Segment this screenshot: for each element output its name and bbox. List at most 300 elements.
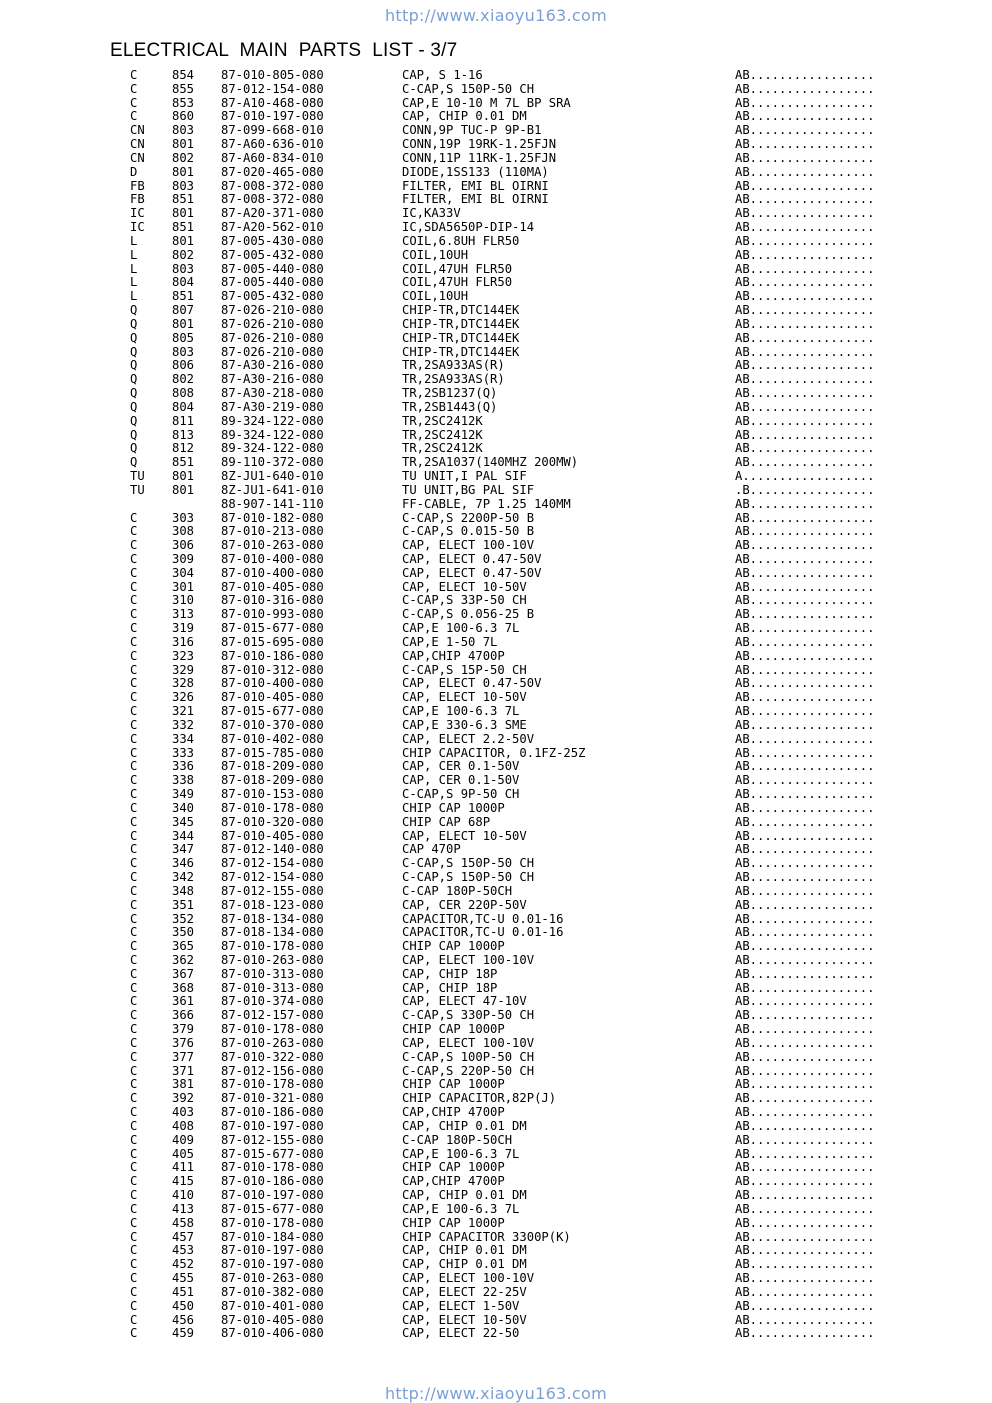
description: IC,SDA5650P-DIP-14 [402,220,535,235]
part-number: 87-099-668-010 [221,123,324,138]
table-row [0,1148,992,1162]
part-number: 87-010-178-080 [221,1077,324,1092]
description: COIL,6.8UH FLR50 [402,233,520,248]
table-row [0,719,992,733]
ref-designator: C [130,1201,138,1216]
ref-number: 301 [172,579,195,594]
description: CHIP CAP 1000P [402,800,505,815]
description: C-CAP,S 330P-50 CH [402,1008,535,1023]
description: CAP,CHIP 4700P [402,648,505,663]
part-number: 87-005-430-080 [221,233,324,248]
applicability-mark: AB................. [735,538,875,553]
ref-number: 409 [172,1132,195,1147]
table-row [0,954,992,968]
ref-designator: C [130,524,138,539]
ref-designator: C [130,565,138,580]
part-number: 87-010-213-080 [221,524,324,539]
description: TR,2SA933AS(R) [402,358,505,373]
part-number: 87-010-182-080 [221,510,324,525]
description: CONN,11P 11RK-1.25FJN [402,150,557,165]
part-number: 87-010-400-080 [221,676,324,691]
applicability-mark: AB................. [735,95,875,110]
part-number: 87-010-402-080 [221,731,324,746]
applicability-mark: AB................. [735,1284,875,1299]
table-row [0,650,992,664]
part-number: 87-020-465-080 [221,164,324,179]
applicability-mark: AB................. [735,233,875,248]
applicability-mark: AB................. [735,524,875,539]
applicability-mark: AB................. [735,828,875,843]
applicability-mark: AB................. [735,551,875,566]
ref-number: 348 [172,883,195,898]
table-row [0,664,992,678]
part-number: 87-026-210-080 [221,344,324,359]
ref-number: 813 [172,427,195,442]
ref-number: 802 [172,150,195,165]
ref-designator: C [130,1008,138,1023]
part-number: 87-010-197-080 [221,1243,324,1258]
ref-designator: C [130,994,138,1009]
applicability-mark: AB................. [735,413,875,428]
description: CAP, ELECT 100-10V [402,953,535,967]
description: C-CAP,S 0.015-50 B [402,524,535,539]
table-row [0,733,992,747]
applicability-mark: AB................. [735,994,875,1009]
ref-number: 453 [172,1243,195,1258]
applicability-mark: AB................. [735,289,875,304]
footer-url[interactable]: http://www.xiaoyu163.com [384,1384,607,1403]
part-number: 87-008-372-080 [221,192,324,207]
description: CAP, CHIP 0.01 DM [402,1118,527,1133]
applicability-mark: AB................. [735,1118,875,1133]
part-number: 87-010-263-080 [221,1035,324,1050]
ref-number: 345 [172,814,195,829]
applicability-mark: AB................. [735,496,875,511]
description: C-CAP 180P-50CH [402,1132,513,1147]
part-number: 88-907-141-110 [221,496,324,511]
ref-designator: IC [130,206,145,221]
ref-designator: C [130,731,138,746]
ref-designator: C [130,842,138,857]
table-row [0,166,992,180]
part-number: 87-010-263-080 [221,953,324,967]
table-row [0,1272,992,1286]
applicability-mark: AB................. [735,1201,875,1216]
description: TR,2SA933AS(R) [402,372,505,387]
part-number: 87-A60-636-010 [221,137,324,152]
ref-designator: C [130,759,138,774]
part-number: 87-005-440-080 [221,275,324,290]
description: C-CAP,S 15P-50 CH [402,662,527,677]
description: CHIP CAPACITOR,82P(J) [402,1091,557,1106]
description: CAP,E 100-6.3 7L [402,621,520,636]
ref-designator: C [130,1229,138,1244]
ref-designator: IC [130,220,145,235]
part-number: 87-010-400-080 [221,565,324,580]
part-number: 87-010-320-080 [221,814,324,829]
ref-number: 368 [172,980,195,995]
ref-designator: C [130,1257,138,1272]
table-row [0,843,992,857]
ref-designator: TU [130,482,145,497]
applicability-mark: AB................. [735,220,875,235]
ref-designator: Q [130,372,138,387]
ref-number: 340 [172,800,195,815]
part-number: 87-A20-562-010 [221,220,324,235]
applicability-mark: AB................. [735,1049,875,1064]
description: CAP, ELECT 100-10V [402,538,535,553]
ref-number: 323 [172,648,195,663]
table-row [0,774,992,788]
ref-number: 803 [172,178,195,193]
description: C-CAP,S 220P-50 CH [402,1063,535,1078]
description: CHIP-TR,DTC144EK [402,316,520,331]
applicability-mark: AB................. [735,1077,875,1092]
description: CAP, ELECT 1-50V [402,1298,520,1313]
description: CAP, CHIP 18P [402,966,498,981]
ref-number: 342 [172,870,195,885]
applicability-mark: AB................. [735,1035,875,1050]
description: CHIP-TR,DTC144EK [402,344,520,359]
applicability-mark: AB................. [735,745,875,760]
ref-number: 801 [172,482,195,497]
table-row [0,816,992,830]
ref-designator: C [130,717,138,732]
description: CAP, CHIP 18P [402,980,498,995]
table-row [0,913,992,927]
table-row [0,512,992,526]
part-number: 87-010-405-080 [221,579,324,594]
description: CHIP-TR,DTC144EK [402,303,520,318]
applicability-mark: AB................. [735,704,875,719]
table-row [0,1106,992,1120]
ref-number: 392 [172,1091,195,1106]
applicability-mark: AB................. [735,399,875,414]
table-row [0,110,992,124]
table-row [0,1244,992,1258]
ref-number: 413 [172,1201,195,1216]
applicability-mark: AB................. [735,1243,875,1258]
part-number: 87-010-178-080 [221,1215,324,1230]
table-row [0,982,992,996]
ref-designator: C [130,1271,138,1286]
ref-number: 801 [172,316,195,331]
ref-number: 403 [172,1105,195,1120]
table-row [0,401,992,415]
applicability-mark: AB................. [735,607,875,622]
applicability-mark: AB................. [735,427,875,442]
table-row [0,1078,992,1092]
ref-number: 458 [172,1215,195,1230]
parts-list [0,69,992,1341]
ref-designator: Q [130,358,138,373]
ref-designator: C [130,1035,138,1050]
applicability-mark: AB................. [735,717,875,732]
ref-designator: C [130,814,138,829]
ref-designator: C [130,1174,138,1189]
table-row [0,1258,992,1272]
ref-number: 451 [172,1284,195,1299]
ref-number: 338 [172,773,195,788]
applicability-mark: AB................. [735,565,875,580]
description: FILTER, EMI BL OIRNI [402,178,549,193]
ref-designator: C [130,897,138,912]
applicability-mark: AB................. [735,441,875,456]
part-number: 87-005-432-080 [221,289,324,304]
ref-designator: CN [130,137,145,152]
description: C-CAP,S 9P-50 CH [402,787,520,802]
ref-designator: L [130,247,138,262]
ref-number: 313 [172,607,195,622]
table-row [0,885,992,899]
ref-number: 344 [172,828,195,843]
ref-designator: D [130,164,138,179]
ref-number: 411 [172,1160,195,1175]
table-row [0,926,992,940]
ref-number: 329 [172,662,195,677]
description: CAP, CHIP 0.01 DM [402,1257,527,1272]
ref-number: 459 [172,1326,195,1341]
part-number: 87-010-405-080 [221,1312,324,1327]
ref-designator: C [130,883,138,898]
table-row [0,1327,992,1341]
applicability-mark: AB................. [735,897,875,912]
part-number: 87-012-154-080 [221,856,324,871]
ref-number: 804 [172,399,195,414]
part-number: 87-010-186-080 [221,1174,324,1189]
ref-number: 321 [172,704,195,719]
ref-number: 812 [172,441,195,456]
part-number: 87-010-312-080 [221,662,324,677]
table-row [0,346,992,360]
part-number: 87-A60-834-010 [221,150,324,165]
table-row [0,470,992,484]
description: CAP,E 100-6.3 7L [402,704,520,719]
description: CHIP-TR,DTC144EK [402,330,520,345]
table-row [0,484,992,498]
ref-designator: L [130,289,138,304]
applicability-mark: AB................. [735,634,875,649]
table-row [0,193,992,207]
ref-designator: L [130,233,138,248]
ref-number: 326 [172,690,195,705]
description: CHIP CAPACITOR 3300P(K) [402,1229,571,1244]
part-number: 87-010-405-080 [221,690,324,705]
table-row [0,968,992,982]
table-row [0,387,992,401]
ref-number: 851 [172,220,195,235]
part-number: 87-A30-216-080 [221,358,324,373]
table-row [0,622,992,636]
ref-number: 306 [172,538,195,553]
part-number: 89-110-372-080 [221,455,324,470]
description: TU UNIT,BG PAL SIF [402,482,535,497]
applicability-mark: .B................. [735,482,875,497]
part-number: 87-018-209-080 [221,773,324,788]
part-number: 87-015-785-080 [221,745,324,760]
applicability-mark: AB................. [735,939,875,954]
ref-designator: C [130,1160,138,1175]
table-row [0,235,992,249]
table-row [0,567,992,581]
part-number: 89-324-122-080 [221,441,324,456]
part-number: 87-018-134-080 [221,925,324,940]
part-number: 87-010-197-080 [221,1188,324,1203]
ref-number: 808 [172,386,195,401]
ref-designator: C [130,787,138,802]
table-row [0,1300,992,1314]
description: CAP, S 1-16 [402,68,483,82]
header-url[interactable]: http://www.xiaoyu163.com [384,6,607,25]
ref-designator: C [130,607,138,622]
description: COIL,10UH [402,289,469,304]
ref-designator: FB [130,192,145,207]
ref-designator: C [130,1063,138,1078]
part-number: 87-A10-468-080 [221,95,324,110]
ref-designator: Q [130,413,138,428]
ref-designator: C [130,828,138,843]
applicability-mark: AB................. [735,1105,875,1120]
ref-number: 362 [172,953,195,967]
ref-designator: C [130,1049,138,1064]
ref-number: 801 [172,233,195,248]
table-row [0,207,992,221]
part-number: 87-026-210-080 [221,303,324,318]
table-row [0,1092,992,1106]
applicability-mark: AB................. [735,150,875,165]
description: CHIP CAP 68P [402,814,491,829]
ref-designator: C [130,704,138,719]
description: CAP, ELECT 0.47-50V [402,565,542,580]
applicability-mark: AB................. [735,303,875,318]
part-number: 87-010-316-080 [221,593,324,608]
applicability-mark: AB................. [735,1257,875,1272]
ref-designator: C [130,1091,138,1106]
ref-designator: C [130,551,138,566]
applicability-mark: AB................. [735,386,875,401]
table-row [0,1217,992,1231]
ref-designator: Q [130,316,138,331]
ref-number: 851 [172,455,195,470]
table-row [0,152,992,166]
applicability-mark: AB................. [735,787,875,802]
part-number: 87-A30-218-080 [221,386,324,401]
description: CAP, ELECT 100-10V [402,1271,535,1286]
applicability-mark: AB................. [735,911,875,926]
applicability-mark: AB................. [735,164,875,179]
part-number: 87-015-677-080 [221,704,324,719]
ref-number: 801 [172,164,195,179]
ref-number: 811 [172,413,195,428]
table-row [0,124,992,138]
part-number: 87-010-186-080 [221,648,324,663]
ref-number: 303 [172,510,195,525]
ref-designator: C [130,870,138,885]
applicability-mark: AB................. [735,109,875,124]
ref-designator: Q [130,441,138,456]
ref-number: 351 [172,897,195,912]
applicability-mark: AB................. [735,662,875,677]
ref-designator: C [130,966,138,981]
ref-designator: L [130,261,138,276]
applicability-mark: AB................. [735,316,875,331]
ref-number: 367 [172,966,195,981]
description: CAP, ELECT 10-50V [402,579,527,594]
description: CHIP CAP 1000P [402,1215,505,1230]
ref-designator: C [130,911,138,926]
ref-number: 455 [172,1271,195,1286]
part-number: 87-012-155-080 [221,883,324,898]
applicability-mark: AB................. [735,579,875,594]
part-number: 87-008-372-080 [221,178,324,193]
part-number: 87-010-313-080 [221,966,324,981]
applicability-mark: AB................. [735,676,875,691]
ref-number: 377 [172,1049,195,1064]
table-row [0,456,992,470]
part-number: 87-010-382-080 [221,1284,324,1299]
description: CAP,E 330-6.3 SME [402,717,527,732]
ref-number: 309 [172,551,195,566]
table-row [0,830,992,844]
applicability-mark: AB................. [735,1160,875,1175]
description: CAP, ELECT 0.47-50V [402,676,542,691]
table-row [0,760,992,774]
applicability-mark: AB................. [735,275,875,290]
applicability-mark: AB................. [735,1063,875,1078]
table-row [0,636,992,650]
description: CAP,E 100-6.3 7L [402,1146,520,1161]
description: COIL,10UH [402,247,469,262]
part-number: 87-005-432-080 [221,247,324,262]
applicability-mark: AB................. [735,773,875,788]
ref-number: 805 [172,330,195,345]
part-number: 87-010-370-080 [221,717,324,732]
ref-number: 332 [172,717,195,732]
description: CAP, ELECT 10-50V [402,1312,527,1327]
description: CAP, ELECT 0.47-50V [402,551,542,566]
part-number: 87-010-178-080 [221,939,324,954]
table-row [0,857,992,871]
description: TR,2SB1443(Q) [402,399,498,414]
ref-number: 381 [172,1077,195,1092]
applicability-mark: AB................. [735,856,875,871]
ref-designator: Q [130,455,138,470]
applicability-mark: AB................. [735,510,875,525]
ref-number: 410 [172,1188,195,1203]
description: C-CAP 180P-50CH [402,883,513,898]
ref-number: 379 [172,1022,195,1037]
ref-designator: C [130,593,138,608]
part-number: 87-026-210-080 [221,330,324,345]
ref-number: 802 [172,247,195,262]
ref-number: 310 [172,593,195,608]
description: CAPACITOR,TC-U 0.01-16 [402,911,564,926]
applicability-mark: AB................. [735,1132,875,1147]
applicability-mark: AB................. [735,1146,875,1161]
ref-designator: C [130,1077,138,1092]
applicability-mark: AB................. [735,1188,875,1203]
ref-designator: C [130,538,138,553]
ref-number: 803 [172,123,195,138]
part-number: 87-010-153-080 [221,787,324,802]
applicability-mark: AB................. [735,68,875,82]
ref-designator: Q [130,303,138,318]
ref-number: 860 [172,109,195,124]
applicability-mark: AB................. [735,137,875,152]
applicability-mark: AB................. [735,593,875,608]
description: CAP,CHIP 4700P [402,1105,505,1120]
description: CAP, ELECT 2.2-50V [402,731,535,746]
